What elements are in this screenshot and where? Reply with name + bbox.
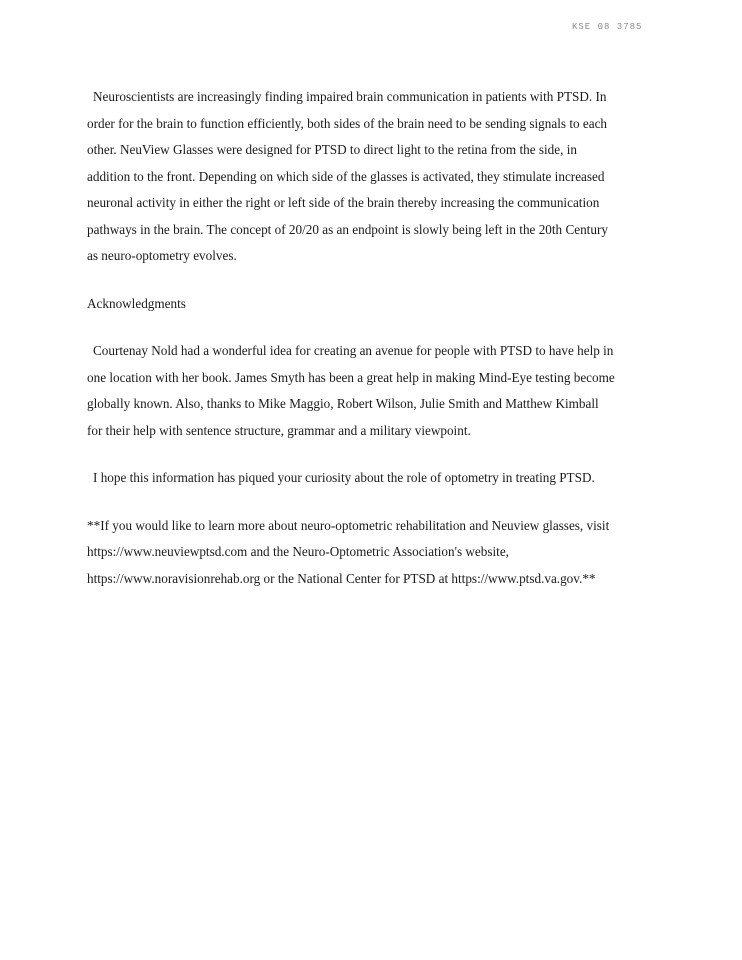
paragraph-neuroscience: Neuroscientists are increasingly finding impaired brain communication in patients with PTSD. In order for the brain to function efficiently, both sides of the brain need to be sending signals to each other. NeuView Glasses were designed for PTSD to direct light to the retina from the side, in addition to the front. Depending on which side of the glasses is activated, they stimulate increased neuronal activity in either the right or left side of the brain thereby increasing the communication pathways in the brain. The concept of 20/20 as an endpoint is slowly being left in the 20th Century as neuro-optometry evolves. (87, 89, 608, 263)
paragraph-acknowledgments: Courtenay Nold had a wonderful idea for creating an avenue for people with PTSD to have help in one location with her book. James Smyth has been a great help in making Mind-Eye testing become globally known. Also, thanks to Mike Maggio, Robert Wilson, Julie Smith and Matthew Kimball for their help with sentence structure, grammar and a military viewpoint. (87, 343, 615, 438)
document-body (87, 84, 615, 613)
acknowledgments-heading: Acknowledgments (87, 295, 186, 311)
paragraph-resources: **If you would like to learn more about neuro-optometric rehabilitation and Neuview glasses, visit https://www.neuviewptsd.com and the Neuro-Optometric Association's website, https://www.noravisionrehab.org or the National Center for PTSD at https://www.ptsd.va.gov.** (87, 517, 610, 586)
paragraph-closing: I hope this information has piqued your curiosity about the role of optometry in treating PTSD. (93, 470, 595, 485)
page-identifier: KSE 08 3785 (572, 22, 643, 32)
